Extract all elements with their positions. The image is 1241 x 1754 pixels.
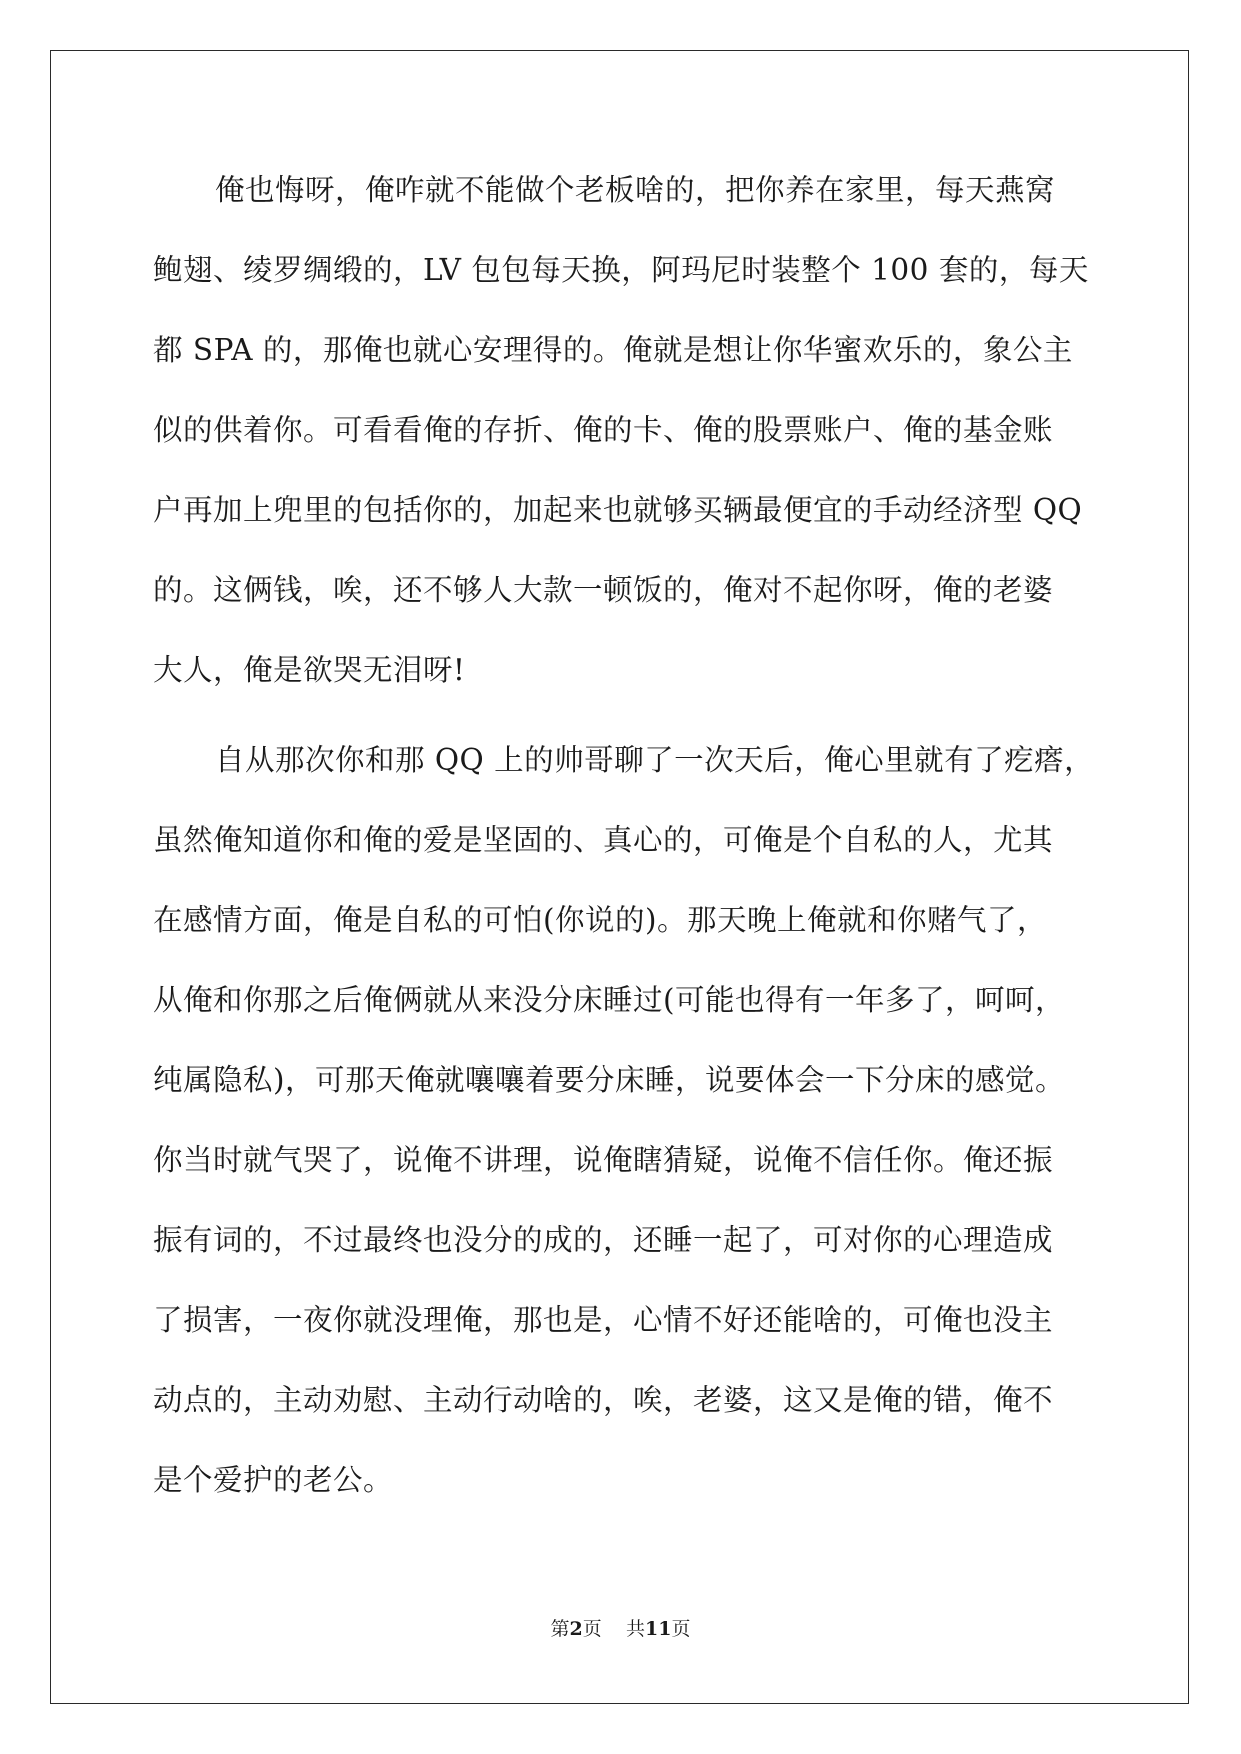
paragraph-1-line-2: 鲍翅、绫罗绸缎的，LV 包包每天换，阿玛尼时装整个 100 套的，每天 xyxy=(153,253,1089,287)
page-footer xyxy=(0,1617,1241,1641)
paragraph-1-line-6: 的。这俩钱，唉，还不够人大款一顿饭的，俺对不起你呀，俺的老婆 xyxy=(153,573,1054,607)
paragraph-2-line-5: 纯属隐私)，可那天俺就嚷嚷着要分床睡，说要体会一下分床的感觉。 xyxy=(153,1063,1066,1097)
paragraph-2-line-3: 在感情方面，俺是自私的可怕(你说的)。那天晚上俺就和你赌气了， xyxy=(153,903,1048,937)
paragraph-2-line-7: 振有词的，不过最终也没分的成的，还睡一起了，可对你的心理造成 xyxy=(153,1223,1054,1257)
paragraph-2-line-10: 是个爱护的老公。 xyxy=(153,1463,394,1497)
paragraph-2-line-9: 动点的，主动劝慰、主动行动啥的，唉，老婆，这又是俺的错，俺不 xyxy=(153,1383,1054,1417)
page-suffix: 页 xyxy=(582,1618,602,1640)
paragraph-2-line-6: 你当时就气哭了，说俺不讲理，说俺瞎猜疑，说俺不信任你。俺还振 xyxy=(153,1143,1054,1177)
paragraph-2-line-8: 了损害，一夜你就没理俺，那也是，心情不好还能啥的，可俺也没主 xyxy=(153,1303,1054,1337)
page-prefix: 第 xyxy=(550,1618,570,1640)
page-number: 2 xyxy=(569,1618,583,1640)
paragraph-2-line-4: 从俺和你那之后俺俩就从来没分床睡过(可能也得有一年多了，呵呵， xyxy=(153,983,1066,1017)
paragraph-1-line-5: 户再加上兜里的包括你的，加起来也就够买辆最便宜的手动经济型 QQ xyxy=(153,493,1083,527)
total-pages: 11 xyxy=(644,1618,672,1640)
page-border xyxy=(50,50,1189,1704)
total-suffix: 页 xyxy=(671,1618,691,1640)
paragraph-1-line-1: 俺也悔呀，俺咋就不能做个老板啥的，把你养在家里，每天燕窝 xyxy=(215,173,1056,207)
paragraph-2-line-2: 虽然俺知道你和俺的爱是坚固的、真心的，可俺是个自私的人，尤其 xyxy=(153,823,1054,857)
paragraph-1-line-7: 大人，俺是欲哭无泪呀! xyxy=(153,653,466,687)
total-prefix: 共 xyxy=(625,1618,645,1640)
paragraph-1-line-4: 似的供着你。可看看俺的存折、俺的卡、俺的股票账户、俺的基金账 xyxy=(153,413,1054,447)
paragraph-1-line-3: 都 SPA 的，那俺也就心安理得的。俺就是想让你华蜜欢乐的，象公主 xyxy=(153,333,1073,367)
paragraph-2-line-1: 自从那次你和那 QQ 上的帅哥聊了一次天后，俺心里就有了疙瘩， xyxy=(215,743,1095,777)
